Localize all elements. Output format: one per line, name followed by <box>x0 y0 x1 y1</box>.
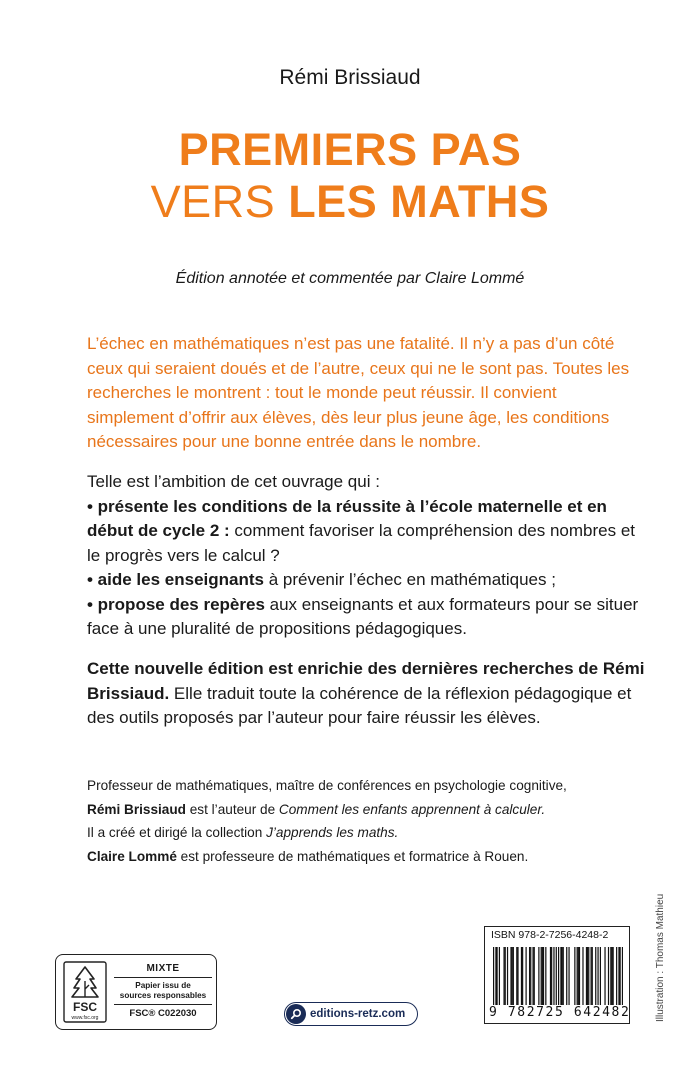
edition-rest: Elle traduit toute la cohérence de la réflexion pédagogique et des outils proposés par l’auteur pour faire réussir les élèves. <box>87 683 632 727</box>
barcode-bar <box>561 947 562 1005</box>
barcode-bar <box>600 947 601 1005</box>
barcode-bar <box>550 947 551 1005</box>
fsc-tree-icon <box>63 961 107 1023</box>
illustration-credit: Illustration : Thomas Mathieu <box>655 893 666 1022</box>
isbn-label: ISBN 978-2-7256-4248-2 <box>491 929 609 941</box>
title-line-1: PREMIERS PAS <box>178 124 522 175</box>
barcode-bar <box>556 947 557 1005</box>
barcode-bar <box>578 947 579 1005</box>
isbn-block <box>484 926 630 1024</box>
title-line-2-light: VERS <box>150 176 289 227</box>
barcode-bar <box>530 947 531 1005</box>
barcode-bar <box>587 947 588 1005</box>
author-bio <box>87 774 647 868</box>
barcode-bar <box>499 947 500 1005</box>
barcode-bar <box>538 947 539 1005</box>
fsc-brand: FSC <box>73 1000 97 1014</box>
fsc-line-2: sources responsables <box>119 991 207 1000</box>
bio-line: Claire Lommé est professeure de mathématiques et formatrice à Rouen. <box>87 848 529 864</box>
ambition-lead: Telle est l’ambition de cet ouvrage qui : <box>87 472 380 491</box>
fsc-code: FSC® C022030 <box>129 1008 197 1019</box>
barcode-bar <box>534 947 535 1005</box>
barcode-bar <box>586 947 587 1005</box>
fsc-label <box>55 954 217 1030</box>
barcode-bar <box>591 947 592 1005</box>
barcode-bar <box>560 947 561 1005</box>
barcode-bar <box>526 947 527 1005</box>
edition-paragraph <box>87 657 647 731</box>
ambition-item: • présente les conditions de la réussite à l’école maternelle et en début de cycle 2 : comment favoriser la compréhension des nombres et le progrès vers le calcul ? <box>87 496 636 565</box>
fsc-line-1: Papier issu de <box>135 981 191 990</box>
barcode-bar <box>517 947 518 1005</box>
barcode-bar <box>522 947 523 1005</box>
barcode-bar <box>496 947 497 1005</box>
barcode-bar <box>551 947 552 1005</box>
barcode-bar <box>521 947 522 1005</box>
barcode-bar <box>592 947 593 1005</box>
title-line-2-bold: LES MATHS <box>288 176 550 227</box>
barcode-bar <box>513 947 514 1005</box>
barcode-bar <box>588 947 589 1005</box>
barcode-bar <box>510 947 511 1005</box>
intro-paragraph: L’échec en mathématiques n’est pas une fatalité. Il n’y a pas d’un côté ceux qui seraient doués et de l’autre, ceux qui ne le sont pas. Toutes les recherches le montrent : tout le monde peut réussir. Il convient simplement d’offrir aux élèves, dès leur plus jeune âge, les conditions nécessaires pour une bonne entrée dans le nombre. <box>87 334 630 451</box>
barcode-bar <box>579 947 580 1005</box>
barcode-bar <box>543 947 544 1005</box>
barcode-bar <box>574 947 575 1005</box>
barcode-bar <box>616 947 617 1005</box>
barcode-bar <box>553 947 554 1005</box>
barcode-bar <box>595 947 596 1005</box>
barcode-bar <box>613 947 614 1005</box>
edition-subtitle: Édition annotée et commentée par Claire Lommé <box>175 270 525 287</box>
author-name: Rémi Brissiaud <box>279 66 421 89</box>
barcode-bar <box>611 947 612 1005</box>
barcode-bar <box>563 947 564 1005</box>
bio-line: Professeur de mathématiques, maître de conférences en psychologie cognitive, <box>87 778 567 793</box>
barcode <box>493 947 623 1005</box>
barcode-bar <box>507 947 508 1005</box>
ambition-item: • aide les enseignants à prévenir l’échec en mathématiques ; <box>87 570 556 589</box>
publisher-url: editions-retz.com <box>310 1008 406 1020</box>
barcode-bar <box>566 947 567 1005</box>
barcode-bar <box>542 947 543 1005</box>
barcode-bar <box>541 947 542 1005</box>
barcode-bar <box>493 947 494 1005</box>
barcode-bar <box>604 947 605 1005</box>
barcode-bar <box>582 947 583 1005</box>
barcode-bar <box>620 947 621 1005</box>
barcode-bar <box>558 947 559 1005</box>
barcode-bar <box>597 947 598 1005</box>
barcode-bar <box>505 947 506 1005</box>
bio-line: Rémi Brissiaud est l’auteur de Comment les enfants apprennent à calculer. <box>87 801 546 817</box>
barcode-bar <box>577 947 578 1005</box>
bio-line: Il a créé et dirigé la collection J’apprends les maths. <box>87 825 399 840</box>
ambition-paragraph <box>87 470 647 642</box>
barcode-bar <box>618 947 619 1005</box>
barcode-bar <box>529 947 530 1005</box>
barcode-digits: 9 782725 642482 <box>489 1005 631 1020</box>
ambition-item: • propose des repères aux enseignants et aux formateurs pour se situer face à une pluralité de propositions pédagogiques. <box>87 594 639 638</box>
publisher-badge <box>284 1002 418 1026</box>
title-line-2 <box>0 176 700 228</box>
barcode-bar <box>516 947 517 1005</box>
barcode-bar <box>545 947 546 1005</box>
fsc-mixte: MIXTE <box>146 963 180 974</box>
barcode-bar <box>622 947 623 1005</box>
barcode-bar <box>495 947 496 1005</box>
search-icon <box>286 1004 306 1024</box>
barcode-bar <box>512 947 513 1005</box>
fsc-site: www.fsc.org <box>71 1015 99 1021</box>
barcode-bar <box>532 947 533 1005</box>
barcode-bar <box>610 947 611 1005</box>
barcode-bar <box>568 947 569 1005</box>
edition-bold: Cette nouvelle édition est enrichie des dernières recherches de Rémi Brissiaud. <box>87 659 645 703</box>
barcode-bar <box>608 947 609 1005</box>
barcode-bar <box>503 947 504 1005</box>
